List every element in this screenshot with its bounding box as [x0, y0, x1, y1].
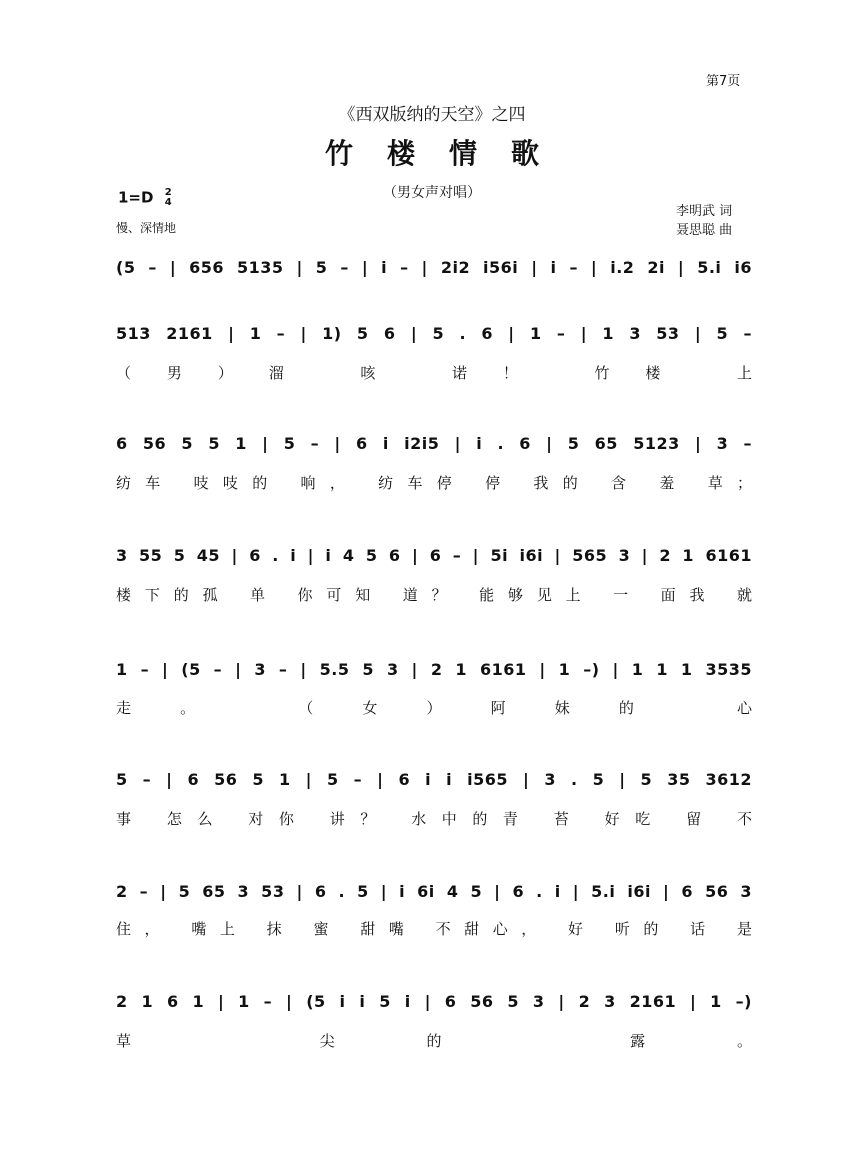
notation-line-3: 6 56 5 5 1 | 5 – | 6 i i2i5 | i . 6 | 5 65 5123 | 3 – — [116, 434, 752, 453]
notation-line-8: 2 1 6 1 | 1 – | (5 i i 5 i | 6 56 5 3 | 2 3 2161 | 1 –) — [116, 992, 752, 1011]
notation-line-6: 5 – | 6 56 5 1 | 5 – | 6 i i i565 | 3 . 5 | 5 35 3612 — [116, 770, 752, 789]
composer-credit: 聂思聪 曲 — [676, 223, 733, 238]
time-signature-top: 2 — [164, 187, 172, 198]
time-signature — [165, 188, 172, 208]
notation-line-5: 1 – | (5 – | 3 – | 5.5 5 3 | 2 1 6161 | 1 –) | 1 1 1 3535 — [116, 660, 752, 679]
lyrics-line-2: （男）溜 咳 诺！ 竹楼 上 — [116, 364, 752, 382]
lyricist-credit: 李明武 词 — [676, 204, 733, 219]
lyrics-line-5: 走。 （女）阿妹的 心 — [116, 699, 752, 717]
key-label: 1=D — [118, 188, 154, 207]
lyrics-line-7: 住， 嘴上 抹 蜜 甜嘴 不甜心， 好 听的 话 是 — [116, 920, 752, 938]
lyrics-line-8: 草 尖的 露。 — [116, 1032, 752, 1050]
time-signature-bottom: 4 — [164, 197, 172, 208]
notation-line-1: (5 – | 656 5135 | 5 – | i – | 2i2 i56i | i – | i.2 2i | 5.i i6 — [116, 258, 752, 277]
series-title: 《西双版纳的天空》之四 — [338, 105, 526, 125]
song-title: 竹楼情歌 — [324, 137, 573, 170]
notation-line-7: 2 – | 5 65 3 53 | 6 . 5 | i 6i 4 5 | 6 . i | 5.i i6i | 6 56 3 — [116, 882, 752, 901]
subtitle: （男女声对唱） — [383, 185, 481, 201]
notation-line-4: 3 55 5 45 | 6 . i | i 4 5 6 | 6 – | 5i i6i | 565 3 | 2 1 6161 — [116, 546, 752, 565]
tempo-marking: 慢、深情地 — [116, 221, 177, 235]
key-signature — [118, 188, 172, 208]
lyrics-line-6: 事 怎么 对你 讲？ 水中的青 苔 好吃 留 不 — [116, 810, 752, 828]
page-number: 第7页 — [706, 74, 741, 89]
lyrics-line-3: 纺车 吱吱的 响， 纺车停 停 我的 含 羞 草； — [116, 474, 752, 492]
lyrics-line-4: 楼下的孤 单 你可知 道？ 能够见上 一 面我 就 — [116, 586, 752, 604]
notation-line-2: 513 2161 | 1 – | 1) 5 6 | 5 . 6 | 1 – | 1 3 53 | 5 – — [116, 324, 752, 343]
